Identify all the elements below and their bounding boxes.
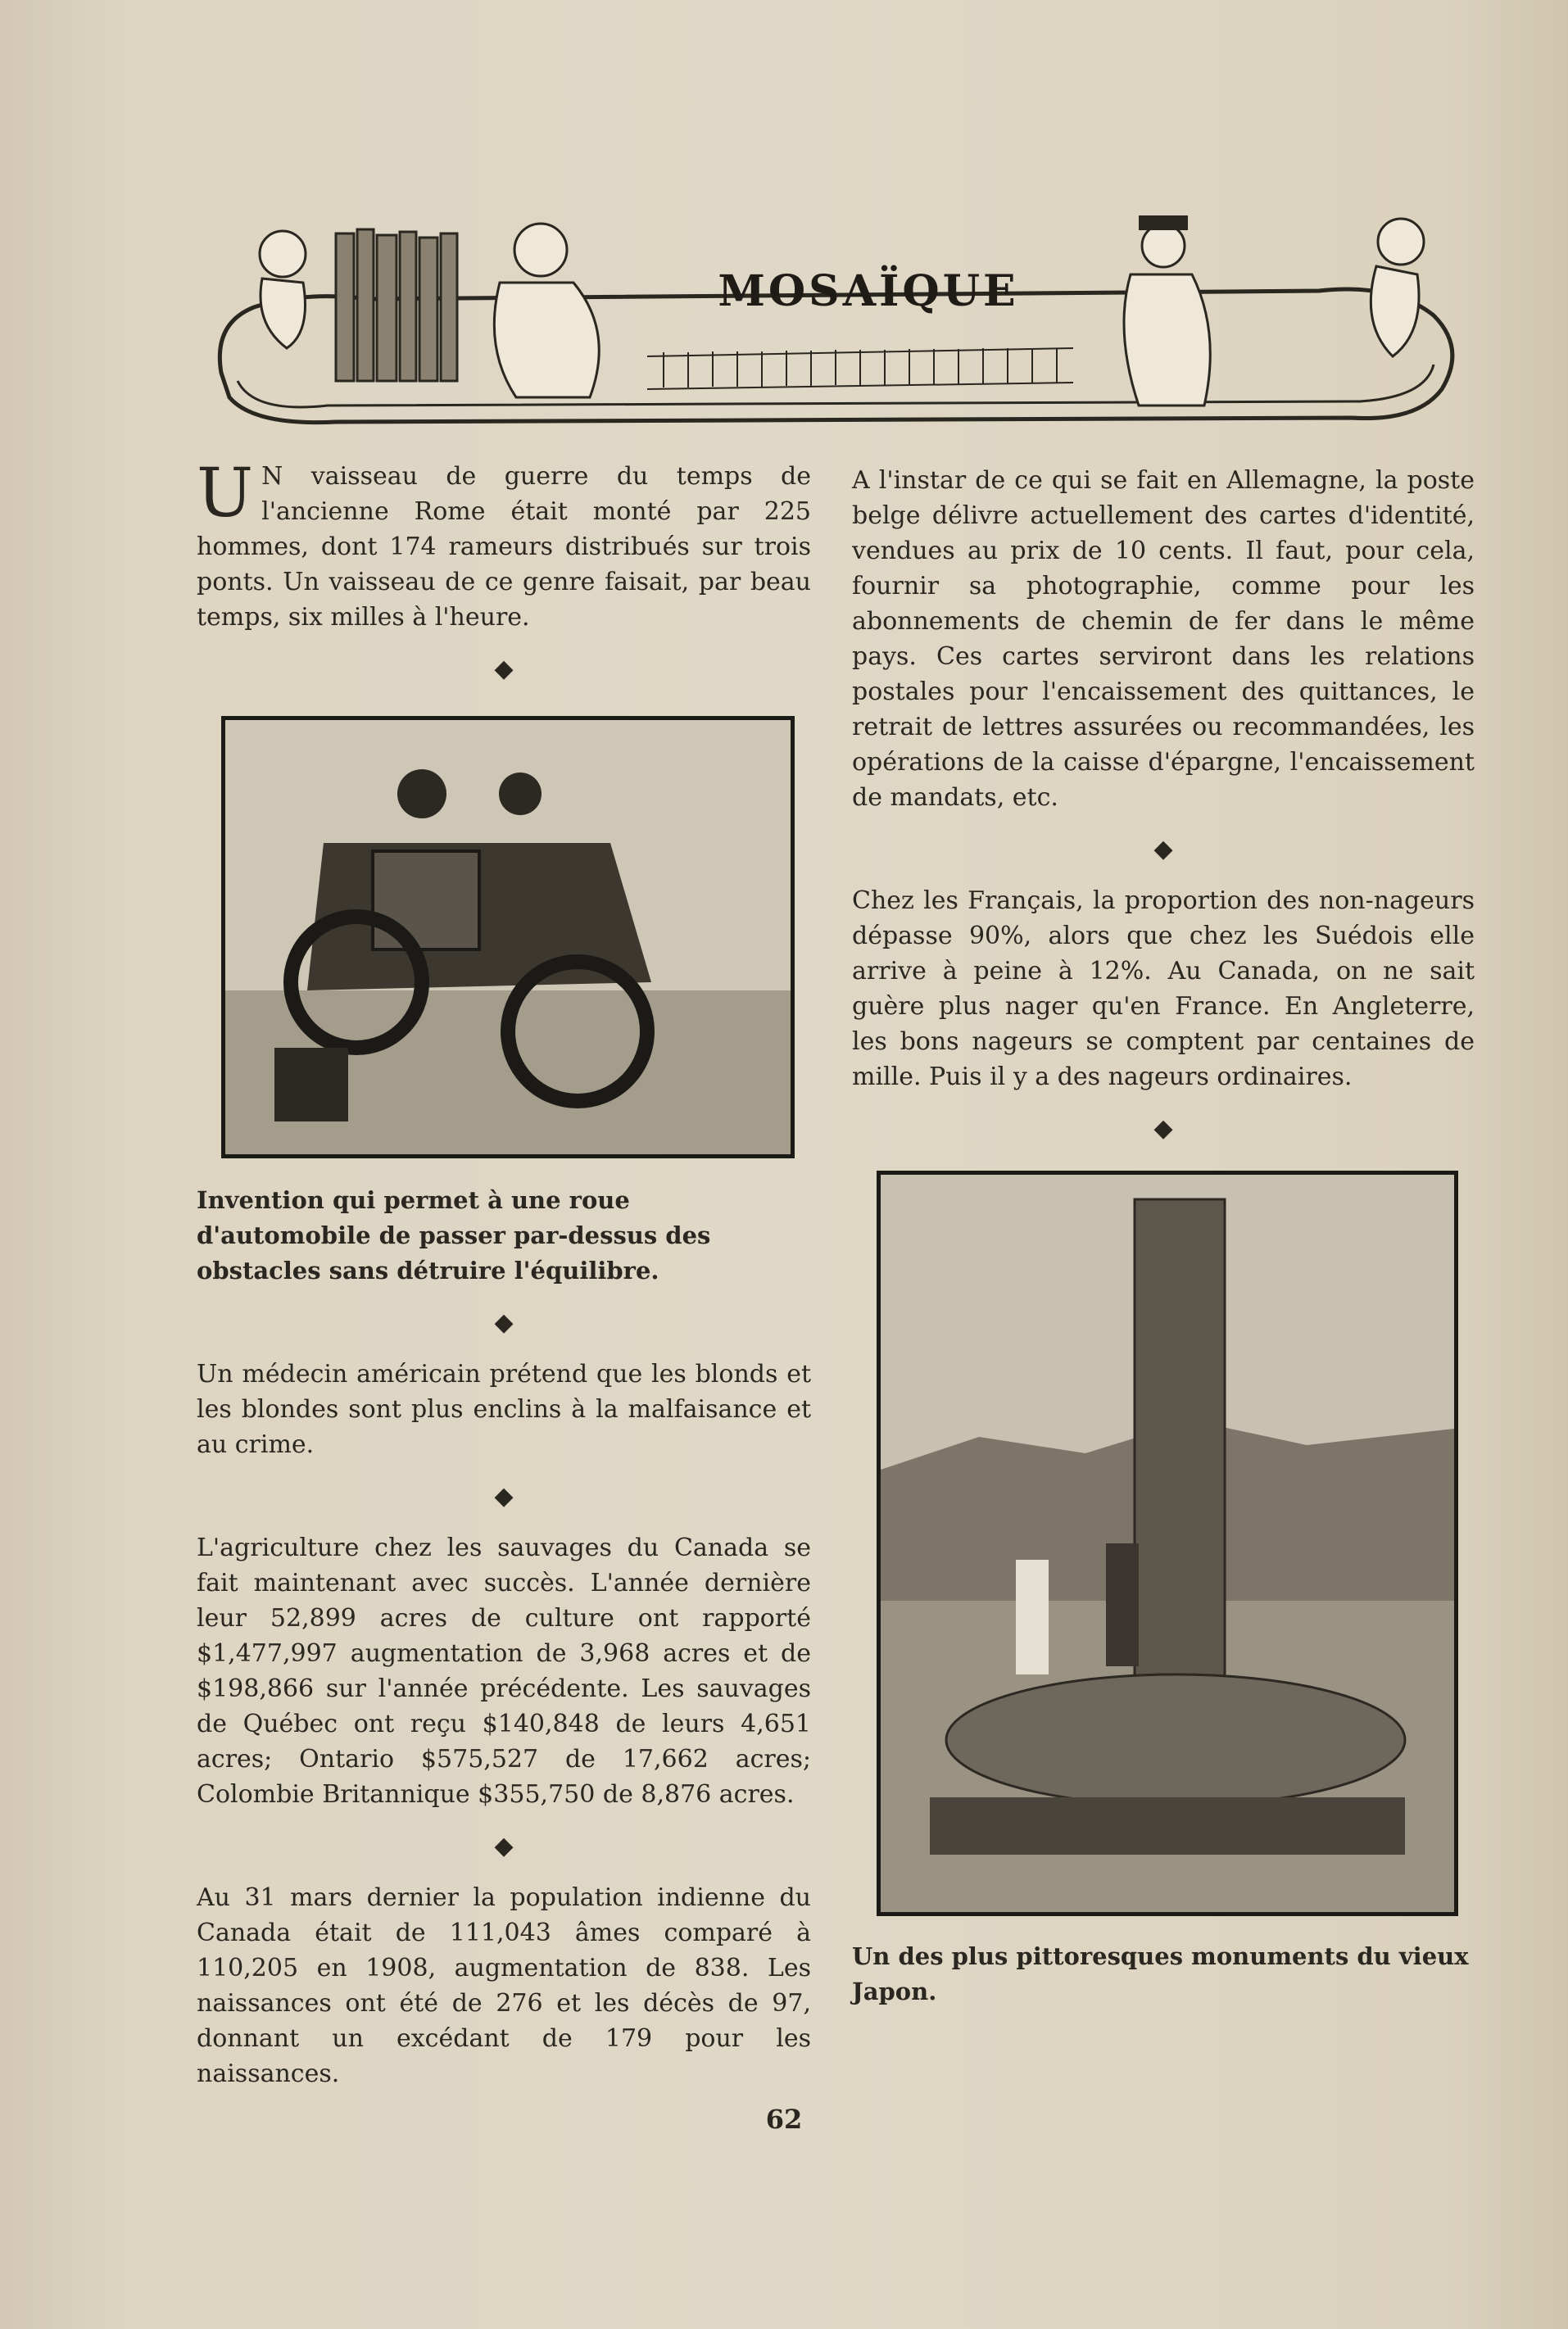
roman-ship-paragraph: U N vaisseau de guerre du temps de l'ancienne Rome était monté par 225 hommes, dont 174 rameurs distribués sur trois ponts. Un vaisseau de ce genre faisait, par beau temps, six milles à l'heure.: [197, 455, 811, 632]
header-illustration: [205, 201, 1483, 438]
separator-diamond: ◆: [494, 1308, 514, 1337]
separator-diamond: ◆: [494, 655, 514, 683]
automobile-caption: Invention qui permet à une roue d'automobile de passer par-dessus des obstacles sans détruire l'équilibre.: [197, 1186, 711, 1285]
agriculture-paragraph: L'agriculture chez les sauvages du Canada se fait maintenant avec succès. L'année dernière leur 52,899 acres de culture ont rapporté $1,477,997 augmentation de 3,968 acres et de $198,866 sur l'année précédente. Les sauvages de Québec ont reçu $140,848 de leurs 4,651 acres; Ontario $575,527 de 17,662 acres; Colombie Britannique $355,750 de 8,876 acres.: [197, 1534, 811, 1809]
swimming-paragraph: Chez les Français, la proportion des non-nageurs dépasse 90%, alors que chez les Suédois elle arrive à peine à 12%. Au Canada, on ne sait guère plus nager qu'en France. En Angleterre, les bons nageurs se comptent par centaines de mille. Puis il y a des nageurs ordinaires.: [852, 886, 1475, 1091]
left-column: [197, 455, 811, 2091]
belgian-post-paragraph: A l'instar de ce qui se fait en Allemagne, la poste belge délivre actuellement des cartes d'identité, vendues au prix de 10 cents. Il faut, pour cela, fournir sa photographie, comme pour les abonnements de chemin de fer dans le même pays. Ces cartes serviront dans les relations postales pour l'encaissement des quittances, le retrait de lettres assurées ou recommandées, les opérations de la caisse d'épargne, l'encaissement de mandats, etc.: [852, 466, 1475, 812]
population-paragraph: Au 31 mars dernier la population indienne du Canada était de 111,043 âmes comparé à 110,205 en 1908, augmentation de 838. Les naissances ont été de 276 et les décès de 97, donnant un excédant de 179 pour les naissances.: [197, 1883, 811, 2088]
page-number: 62: [765, 2104, 803, 2135]
section-title: MOSAÏQUE: [718, 266, 1019, 316]
separator-diamond: ◆: [494, 1482, 514, 1511]
monument-caption: Un des plus pittoresques monuments du vieux Japon.: [852, 1942, 1469, 2005]
automobile-photo: [221, 716, 795, 1158]
doctor-paragraph: Un médecin américain prétend que les blonds et les blondes sont plus enclins à la malfaisance et au crime.: [197, 1360, 811, 1459]
separator-diamond: ◆: [1153, 1114, 1173, 1143]
separator-diamond: ◆: [1153, 835, 1173, 863]
separator-diamond: ◆: [494, 1832, 514, 1860]
header-banner: [205, 201, 1483, 438]
drop-cap: U: [197, 455, 254, 532]
monument-photo: [877, 1171, 1458, 1916]
right-column: [852, 463, 1475, 2010]
